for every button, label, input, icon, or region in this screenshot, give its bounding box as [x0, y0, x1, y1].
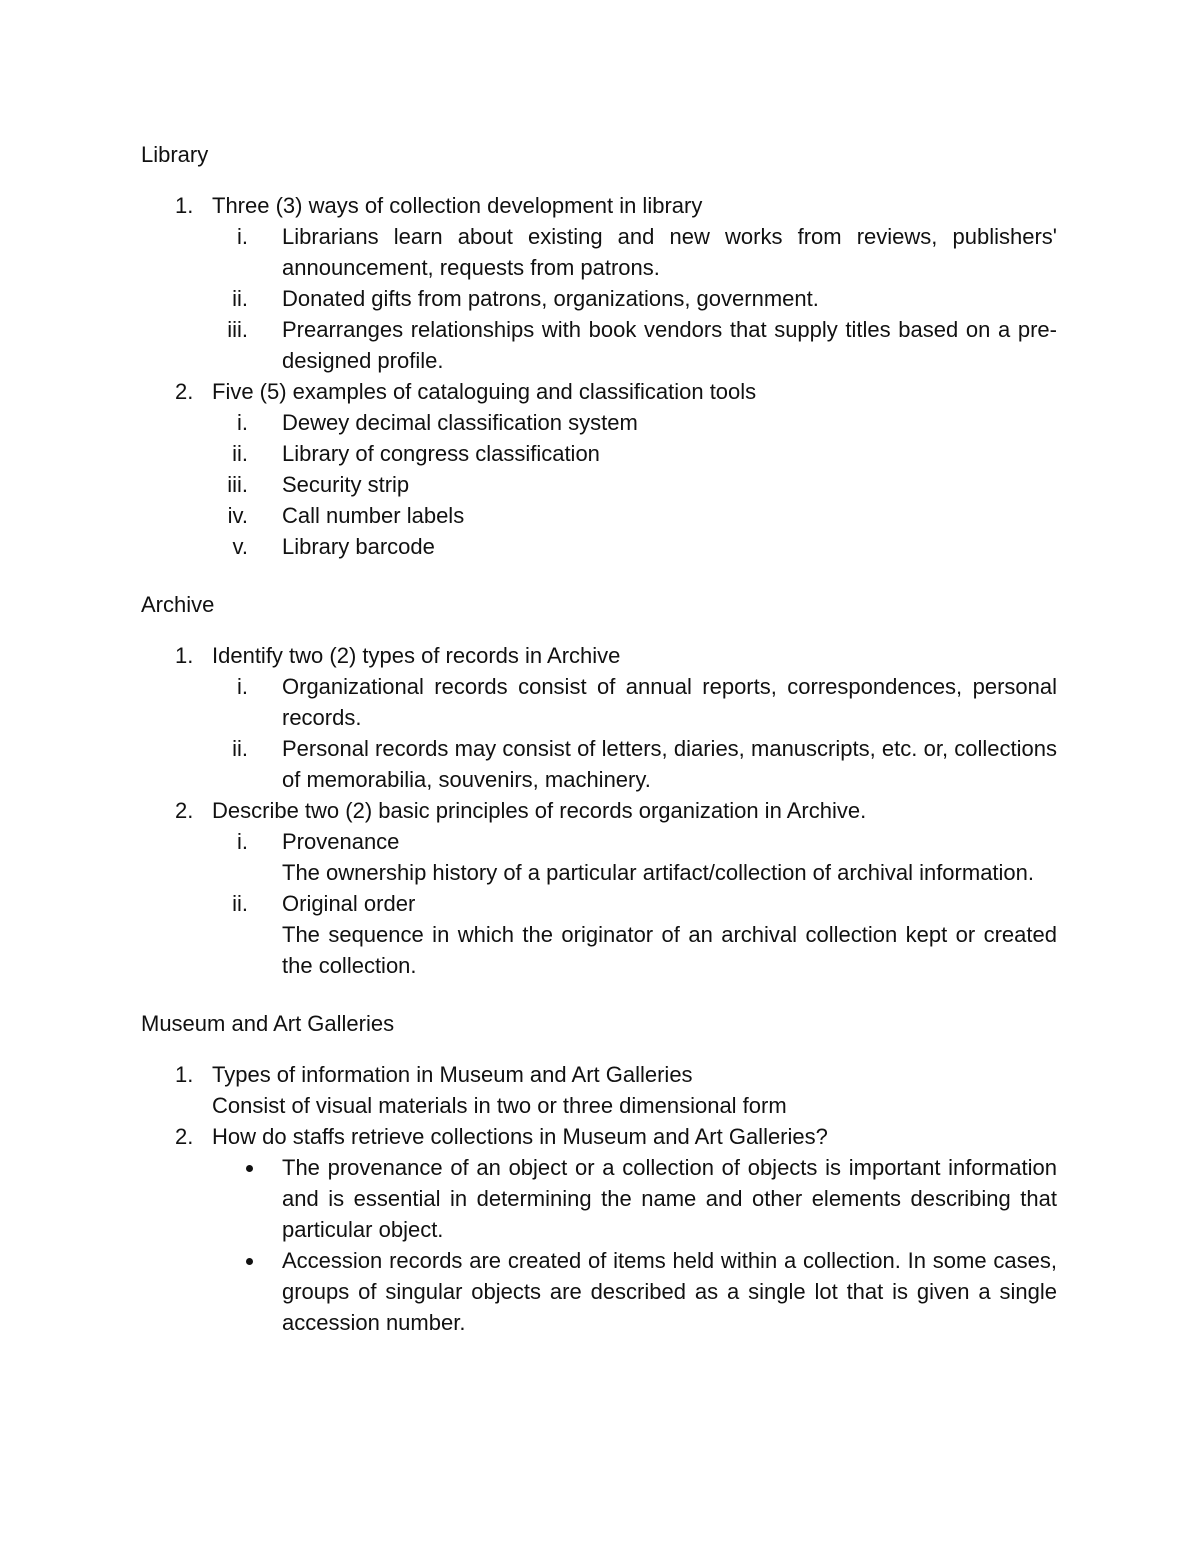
- sub-list-item-detail: [141, 857, 1057, 888]
- list-item-text: Types of information in Museum and Art Galleries: [212, 1062, 693, 1087]
- sub-list-item-heading: Provenance: [282, 829, 400, 854]
- roman-marker: v.: [232, 534, 248, 559]
- sub-list-item-heading: Original order: [282, 891, 416, 916]
- list-number: 2.: [175, 1124, 194, 1149]
- sub-list-item-text: Dewey decimal classification system: [282, 410, 638, 435]
- roman-marker: iii.: [227, 317, 248, 342]
- list-item-text: Five (5) examples of cataloguing and classification tools: [212, 379, 757, 404]
- sub-list-item-description: The ownership history of a particular artifact/collection of archival information.: [282, 860, 1035, 885]
- list-item: [141, 1059, 1057, 1090]
- list-item-text: Three (3) ways of collection development in library: [212, 193, 703, 218]
- bullet-item: [141, 1152, 1057, 1245]
- list-number: 2.: [175, 798, 194, 823]
- sub-list-item: [141, 221, 1057, 283]
- sub-list-item-text: Library of congress classification: [282, 441, 600, 466]
- document-body: [141, 139, 1057, 1338]
- roman-marker: ii.: [232, 736, 248, 761]
- bullet-item-text: Accession records are created of items held within a collection. In some cases, groups of singular objects are described as a single lot that is given a single accession number.: [282, 1248, 1057, 1335]
- sub-list-item-text: Call number labels: [282, 503, 465, 528]
- section-title-museum: Museum and Art Galleries: [141, 1011, 395, 1036]
- list-number: 2.: [175, 379, 194, 404]
- roman-marker: ii.: [232, 441, 248, 466]
- roman-marker: i.: [237, 829, 248, 854]
- sub-list-item: [141, 531, 1057, 562]
- list-number: 1.: [175, 193, 194, 218]
- sub-list-item: [141, 438, 1057, 469]
- bullet-item: [141, 1245, 1057, 1338]
- sub-list-item: [141, 888, 1057, 919]
- bullet-icon: [246, 1258, 253, 1265]
- sub-list-item-text: Library barcode: [282, 534, 435, 559]
- roman-marker: i.: [237, 224, 248, 249]
- sub-list-item-description: The sequence in which the originator of an archival collection kept or created the collection.: [282, 922, 1057, 978]
- sub-list-item: [141, 283, 1057, 314]
- bullet-item-text: The provenance of an object or a collection of objects is important information and is essential in determining the name and other elements describing that particular object.: [282, 1155, 1057, 1242]
- sub-list-item-text: Donated gifts from patrons, organizations, government.: [282, 286, 819, 311]
- list-item-text: Describe two (2) basic principles of records organization in Archive.: [212, 798, 867, 823]
- bullet-icon: [246, 1165, 253, 1172]
- roman-marker: ii.: [232, 891, 248, 916]
- list-item: [141, 376, 1057, 407]
- sub-list-item: [141, 500, 1057, 531]
- section-title-library: Library: [141, 142, 209, 167]
- roman-marker: iv.: [227, 503, 248, 528]
- list-item: [141, 795, 1057, 826]
- section-title-archive: Archive: [141, 592, 215, 617]
- list-number: 1.: [175, 643, 194, 668]
- sub-list-item-detail: [141, 919, 1057, 981]
- sub-list-item-text: Prearranges relationships with book vendors that supply titles based on a pre-designed profile.: [282, 317, 1057, 373]
- sub-list-item: [141, 733, 1057, 795]
- sub-list-item: [141, 826, 1057, 857]
- sub-list-item: [141, 407, 1057, 438]
- roman-marker: iii.: [227, 472, 248, 497]
- sub-list-item: [141, 671, 1057, 733]
- list-item-text: How do staffs retrieve collections in Museum and Art Galleries?: [212, 1124, 828, 1149]
- roman-marker: i.: [237, 410, 248, 435]
- list-item: [141, 640, 1057, 671]
- list-item: [141, 1121, 1057, 1152]
- sub-list-item-text: Personal records may consist of letters, diaries, manuscripts, etc. or, collections of memorabilia, souvenirs, machinery.: [282, 736, 1057, 792]
- roman-marker: i.: [237, 674, 248, 699]
- list-item-continuation-text: Consist of visual materials in two or three dimensional form: [212, 1093, 787, 1118]
- sub-list-item: [141, 469, 1057, 500]
- sub-list-item-text: Librarians learn about existing and new works from reviews, publishers' announcement, requests from patrons.: [282, 224, 1057, 280]
- list-item-text: Identify two (2) types of records in Archive: [212, 643, 621, 668]
- sub-list-item-text: Organizational records consist of annual reports, correspondences, personal records.: [282, 674, 1057, 730]
- list-item-continuation: [141, 1090, 1057, 1121]
- roman-marker: ii.: [232, 286, 248, 311]
- sub-list-item-text: Security strip: [282, 472, 410, 497]
- list-number: 1.: [175, 1062, 194, 1087]
- sub-list-item: [141, 314, 1057, 376]
- list-item: [141, 190, 1057, 221]
